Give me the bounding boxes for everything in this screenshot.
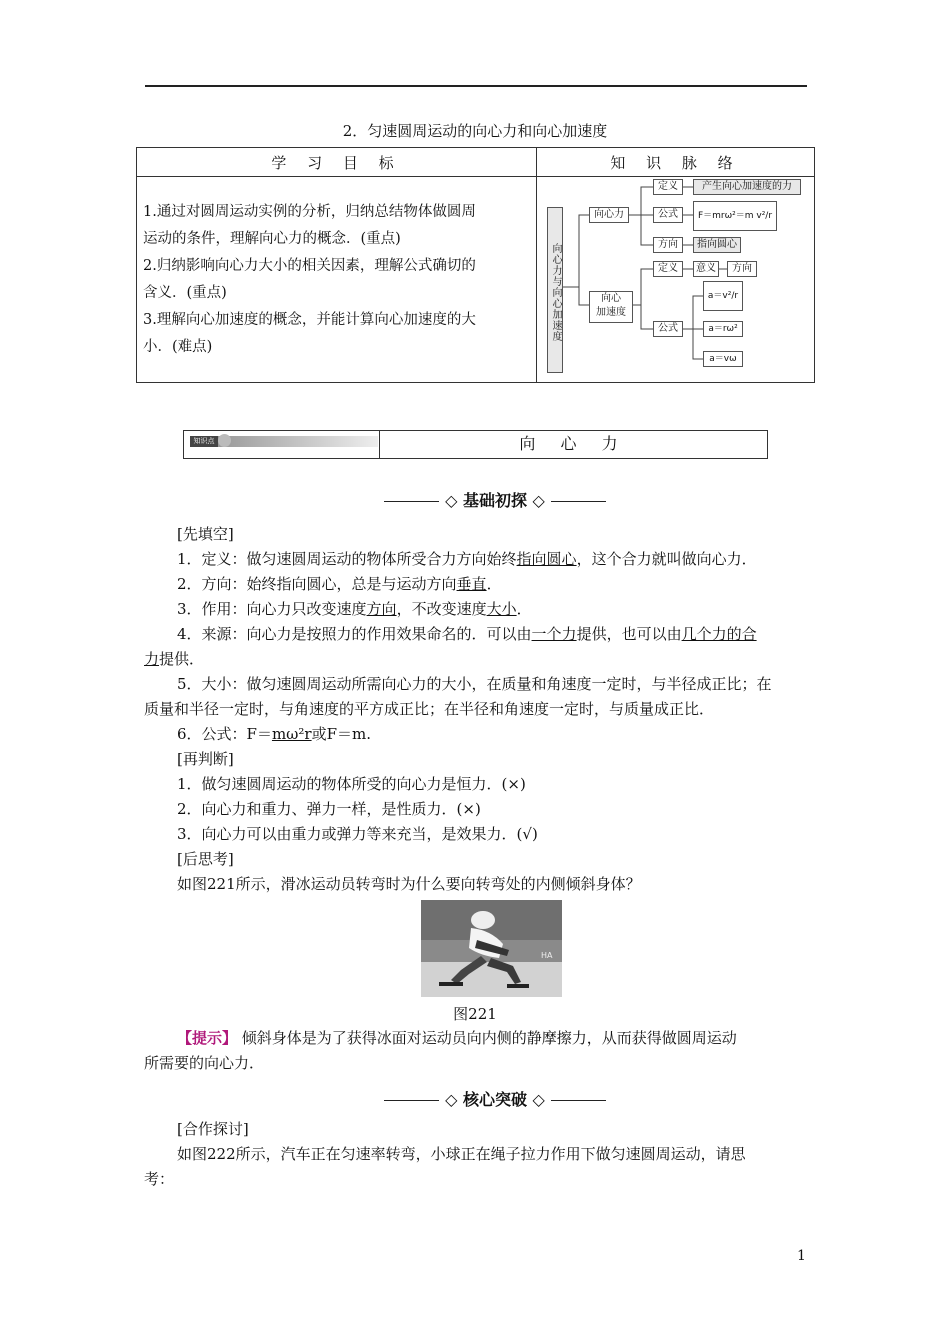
objectives-header: 学 习 目 标 <box>137 148 537 177</box>
goal-line: 含义．(重点) <box>143 284 227 301</box>
map-root: 向心力与向心加速度 <box>547 207 563 373</box>
section-title: 向 心 力 <box>519 434 628 453</box>
judge-item: 2．向心力和重力、弹力一样，是性质力．(×) <box>177 800 481 818</box>
map-force-definition: 定义 <box>653 179 683 195</box>
subhead-line-right <box>551 1100 606 1101</box>
answer-blank: 几个力的合 <box>681 625 757 643</box>
fill-item-4-cont: 力提供． <box>144 650 205 668</box>
map-force-definition-value: 产生向心加速度的力 <box>693 179 801 195</box>
goal-line: 1.通过对圆周运动实例的分析，归纳总结物体做圆周 <box>143 203 476 220</box>
section-badge: 知识点 <box>190 436 218 447</box>
judge-label: [再判断] <box>177 750 234 768</box>
objectives-list <box>137 177 537 383</box>
map-formula-3: a＝vω <box>703 351 743 367</box>
section-badge-fade <box>218 436 378 447</box>
fill-item-5: 5．大小：做匀速圆周运动所需向心力的大小，在质量和角速度一定时，与半径成正比；在 <box>177 675 772 693</box>
map-force-direction: 方向 <box>653 237 683 253</box>
subhead-core-label: ◇ 核心突破 ◇ <box>445 1090 545 1109</box>
fill-item-1: 1．定义：做匀速圆周运动的物体所受合力方向始终指向圆心，这个合力就叫做向心力． <box>177 550 757 568</box>
map-force-direction-value: 指向圆心 <box>693 237 741 253</box>
map-accel-line2: 加速度 <box>596 307 626 318</box>
subhead-line-left <box>384 1100 439 1101</box>
coop-text: 如图222所示，汽车正在匀速率转弯，小球正在绳子拉力作用下做匀速圆周运动，请思 <box>177 1145 746 1163</box>
knowledge-map-header: 知 识 脉 络 <box>537 148 815 177</box>
subhead-basic-label: ◇ 基础初探 ◇ <box>445 491 545 510</box>
map-accel-direction: 方向 <box>727 261 757 277</box>
map-formula-1: a＝v²/r <box>703 281 743 311</box>
fill-item-2: 2．方向：始终指向圆心，总是与运动方向垂直． <box>177 575 502 593</box>
hint-line: 【提示】 倾斜身体是为了获得冰面对运动员向内侧的静摩擦力，从而获得做圆周运动 <box>177 1029 737 1047</box>
judge-item: 3．向心力可以由重力或弹力等来充当，是效果力．(√) <box>177 825 538 843</box>
section-header <box>183 430 768 459</box>
goal-line: 2.归纳影响向心力大小的相关因素，理解公式确切的 <box>143 257 476 274</box>
fill-item-5-cont: 质量和半径一定时，与角速度的平方成正比；在半径和角速度一定时，与质量成正比． <box>144 700 715 718</box>
map-force: 向心力 <box>589 207 629 223</box>
knowledge-map <box>537 177 817 382</box>
subhead-core <box>360 1087 630 1110</box>
hint-block <box>144 1026 809 1076</box>
coop-label: [合作探讨] <box>177 1120 249 1138</box>
subhead-line-left <box>384 501 439 502</box>
goal-line: 小．(难点) <box>143 338 213 355</box>
fill-item-6: 6．公式：F＝mω²r或F＝m. <box>177 725 371 743</box>
hint-label: 【提示】 <box>177 1029 238 1047</box>
think-question: 如图221所示，滑冰运动员转弯时为什么要向转弯处的内侧倾斜身体？ <box>177 875 641 893</box>
map-force-formula: 公式 <box>653 207 683 223</box>
coop-block <box>144 1117 809 1192</box>
objectives-table <box>136 147 815 383</box>
answer-blank: 垂直 <box>456 575 487 593</box>
subhead-line-right <box>551 501 606 502</box>
answer-blank: 指向圆心 <box>516 550 577 568</box>
coop-text-cont: 考： <box>144 1170 175 1188</box>
lesson-title: 2．匀速圆周运动的向心力和向心加速度 <box>342 122 608 140</box>
skater-photo <box>421 900 562 997</box>
page-number: 1 <box>797 1248 806 1264</box>
map-force-formula-value: F＝mrω²＝m v²/r <box>693 201 777 231</box>
judge-item: 1．做匀速圆周运动的物体所受的向心力是恒力．(×) <box>177 775 526 793</box>
fill-label: [先填空] <box>177 525 234 543</box>
answer-blank: 力 <box>144 650 160 668</box>
goal-line: 运动的条件，理解向心力的概念．(重点) <box>143 230 401 247</box>
subhead-basic <box>360 488 630 511</box>
goal-line: 3.理解向心加速度的概念，并能计算向心加速度的大 <box>143 311 476 328</box>
map-accel-definition: 定义 <box>653 261 683 277</box>
fill-item-4: 4．来源：向心力是按照力的作用效果命名的．可以由一个力提供，也可以由几个力的合 <box>177 625 757 643</box>
map-accel <box>589 291 633 323</box>
fill-item-3: 3．作用：向心力只改变速度方向，不改变速度大小． <box>177 600 532 618</box>
fill-section <box>144 522 809 897</box>
think-label: [后思考] <box>177 850 234 868</box>
answer-blank: 方向 <box>366 600 397 618</box>
knowledge-map-cell <box>537 177 815 383</box>
map-accel-formula: 公式 <box>653 321 683 337</box>
answer-blank: 一个力 <box>531 625 577 643</box>
answer-blank: mω²r <box>271 725 312 743</box>
skater-figure <box>421 900 562 997</box>
answer-blank: 大小 <box>486 600 517 618</box>
figure-caption: 图221 <box>453 1005 497 1023</box>
top-rule <box>145 85 807 87</box>
map-formula-2: a＝rω² <box>703 321 743 337</box>
hint-line-cont: 所需要的向心力． <box>144 1054 265 1072</box>
map-accel-meaning: 意义 <box>693 261 719 277</box>
map-accel-line1: 向心 <box>601 293 621 304</box>
section-badge-dot <box>218 434 231 447</box>
photo-banner-text: HA <box>541 951 553 960</box>
